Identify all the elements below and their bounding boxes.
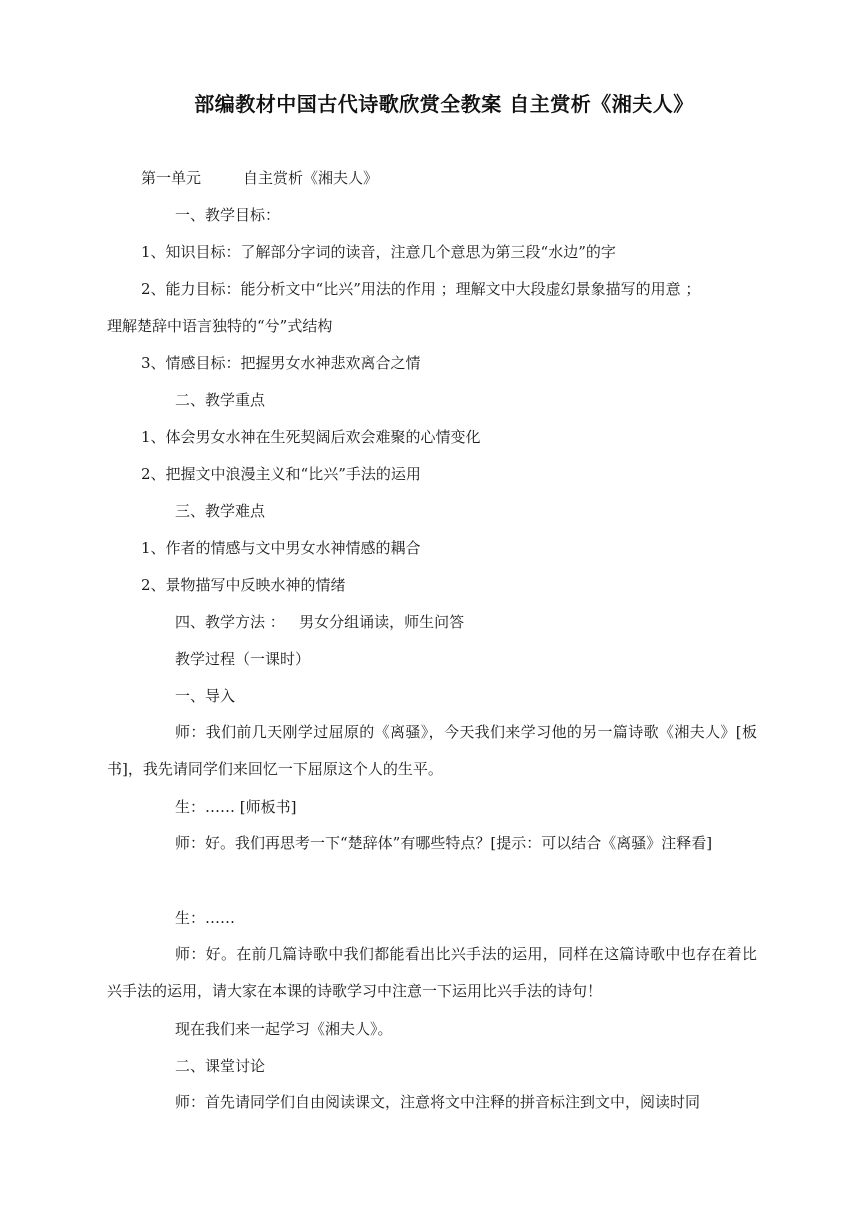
- document-title: 部编教材中国古代诗歌欣赏全教案 自主赏析《湘夫人》: [194, 92, 694, 116]
- difficulty-item-1: 1、作者的情感与文中男女水神情感的耦合: [141, 539, 421, 557]
- unit-line: [141, 168, 378, 188]
- method-label: 四、教学方法 ：: [175, 613, 285, 631]
- goal-emotion: 3、情感目标：把握男女水神悲欢离合之情: [141, 354, 421, 372]
- focus-heading: 二、教学重点: [175, 391, 266, 409]
- unit-name: 自主赏析《湘夫人》: [243, 169, 379, 187]
- intro-heading: 一、导入: [175, 687, 236, 705]
- method-value: 男女分组诵读，师生问答: [299, 613, 465, 631]
- focus-item-2: 2、把握文中浪漫主义和“比兴”手法的运用: [141, 465, 421, 483]
- process-heading: 教学过程（一课时）: [175, 650, 311, 668]
- difficulty-heading: 三、教学难点: [175, 502, 266, 520]
- goal-ability-line2: 理解楚辞中语言独特的“兮”式结构: [107, 317, 333, 335]
- paragraph-teacher-1: 师：我们前几天刚学过屈原的《离骚》，今天我们来学习他的另一篇诗歌《湘夫人》[板书]，我先请同学们来回忆一下屈原这个人的生平。: [107, 723, 757, 778]
- paragraph-teacher-4: 师：首先请同学们自由阅读课文，注意将文中注释的拼音标注到文中，阅读时同: [175, 1093, 701, 1111]
- goal-ability-line1: 2、能力目标：能分析文中“比兴”用法的作用 ；理解文中大段虚幻景象描写的用意 ；: [141, 280, 701, 298]
- paragraph-student-2: 生：……: [175, 909, 236, 927]
- method-line: [175, 612, 464, 632]
- paragraph-student-1: 生：…… [师板书]: [175, 798, 297, 816]
- paragraph-teacher-3: 师：好。在前几篇诗歌中我们都能看出比兴手法的运用，同样在这篇诗歌中也存在着比兴手法的运用，请大家在本课的诗歌学习中注意一下运用比兴手法的诗句！: [107, 945, 757, 1000]
- paragraph-transition: 现在我们来一起学习《湘夫人》。: [175, 1020, 393, 1038]
- goals-heading: 一、教学目标：: [175, 206, 281, 224]
- discussion-heading: 二、课堂讨论: [175, 1057, 266, 1075]
- focus-item-1: 1、体会男女水神在生死契阔后欢会难聚的心情变化: [141, 428, 481, 446]
- difficulty-item-2: 2、景物描写中反映水神的情绪: [141, 576, 346, 594]
- goal-knowledge: 1、知识目标：了解部分字词的读音，注意几个意思为第三段“水边”的字: [141, 243, 616, 261]
- paragraph-teacher-2: 师：好。我们再思考一下“楚辞体”有哪些特点？[提示：可以结合《离骚》注释看]: [175, 834, 713, 852]
- unit-label: 第一单元: [141, 169, 202, 187]
